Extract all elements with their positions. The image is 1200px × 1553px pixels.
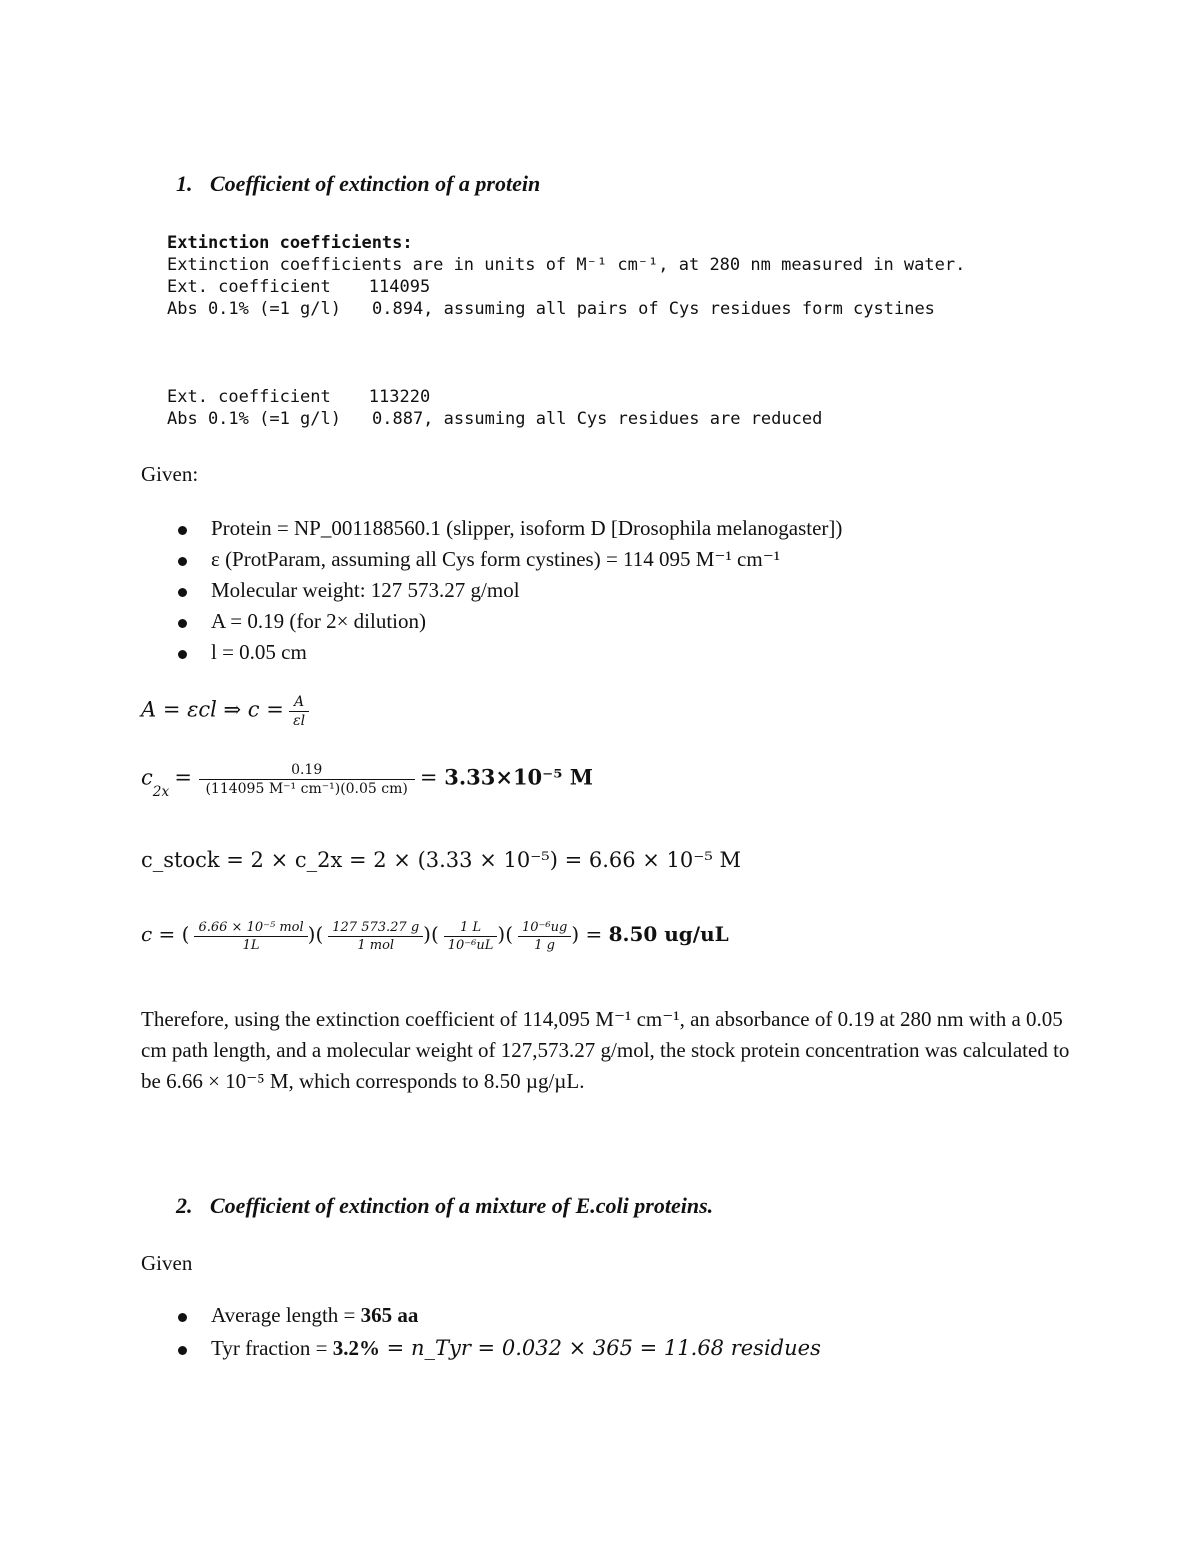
bullet-icon <box>178 1346 187 1355</box>
given2-label: Given <box>141 1251 193 1275</box>
eq2-lhs: c <box>141 765 153 790</box>
ext-coefficient-value: 114095 <box>368 277 431 297</box>
bullet-icon <box>178 588 187 597</box>
protparam-heading: Extinction coefficients: <box>167 233 413 253</box>
conclusion-paragraph: Therefore, using the extinction coefficient of 114,095 M⁻¹ cm⁻¹, an absorbance of 0.19 at 280 nm with a 0.05 cm path length, and a molecular weight of 127,573.27 g/mol, the stock protein concentration was calculated to be 6.66 × 10⁻⁵ M, which corresponds to 8.50 µg/µL. <box>141 1007 1070 1093</box>
given2-length-value: 365 aa <box>360 1303 419 1327</box>
given2-tyr-label: Tyr fraction = <box>211 1336 333 1360</box>
section1-number: 1. <box>176 171 193 196</box>
bullet-icon <box>178 1313 187 1322</box>
given-label: Given: <box>141 462 199 486</box>
given-item-absorbance: A = 0.19 (for 2× dilution) <box>211 609 427 633</box>
equation-cstock: c_stock = 2 × c_2x = 2 × (3.33 × 10⁻⁵) = 6.66 × 10⁻⁵ M <box>141 848 741 872</box>
bullet-icon <box>178 619 187 628</box>
eq4-frac4-den: 1 g <box>534 938 556 953</box>
given-item-epsilon: ε (ProtParam, assuming all Cys form cystines) = 114 095 M⁻¹ cm⁻¹ <box>211 547 781 571</box>
abs-text: 0.887, assuming all Cys residues are reduced <box>372 409 823 429</box>
protparam-units-line: Extinction coefficients are in units of M⁻¹ cm⁻¹, at 280 nm measured in water. <box>167 255 966 275</box>
ext-coefficient-row-2 <box>167 386 430 408</box>
section1-heading <box>176 171 540 197</box>
bullet-icon <box>178 526 187 535</box>
equation-c2x: $c_{2x}$ = $\frac{0.19}{\text{(114095 M⁻¹ cm⁻¹)(0.05 cm)}}$ = 3.33×10⁻⁵ M <box>141 762 594 800</box>
equation-beer-lambert <box>141 694 309 729</box>
eq4-result: 8.50 ug/uL <box>608 922 729 947</box>
ext-coefficient-value: 113220 <box>368 387 431 407</box>
section2-title: Coefficient of extinction of a mixture of E.coli proteins. <box>210 1193 714 1218</box>
section2-heading <box>176 1193 713 1219</box>
section1-title: Coefficient of extinction of a protein <box>210 171 541 196</box>
eq4-frac2-num: 127 573.27 g <box>328 920 423 937</box>
eq2-denominator: (114095 M⁻¹ cm⁻¹)(0.05 cm) <box>205 781 408 797</box>
eq4-frac2-den: 1 mol <box>357 938 395 953</box>
given2-item-tyr <box>211 1336 821 1361</box>
abs-label: Abs 0.1% (=1 g/l) <box>167 299 341 319</box>
given-item-protein: Protein = NP_001188560.1 (slipper, isoform D [Drosophila melanogaster]) <box>211 516 843 540</box>
equation-conversion: c = ( $\frac{\text{6.66 × 10⁻⁵ mol}}{1L}$ )( $\frac{127 573.27 g}{\text{1 mol}}$ )( $\frac{1 L}{\text{10⁻⁶uL}}$ )( $\frac{\text{10⁻⁶ug}}{1 g}$ ) = 8.50 ug/uL <box>141 920 729 953</box>
eq2-subscript: 2x <box>152 783 170 800</box>
abs-text: 0.894, assuming all pairs of Cys residues form cystines <box>372 299 935 319</box>
given2-length-label: Average length = <box>211 1303 361 1327</box>
eq4-frac4-num: 10⁻⁶ug <box>518 920 571 937</box>
given-item-mw: Molecular weight: 127 573.27 g/mol <box>211 578 520 602</box>
eq1-denominator: εl <box>293 713 306 729</box>
bullet-icon <box>178 650 187 659</box>
given2-tyr-value: 3.2% <box>332 1336 380 1360</box>
ext-coefficient-label: Ext. coefficient <box>167 387 331 407</box>
ext-coefficient-label: Ext. coefficient <box>167 277 331 297</box>
given-item-pathlength: l = 0.05 cm <box>211 640 307 664</box>
eq1-lhs: A = εcl ⇒ c = <box>141 697 284 722</box>
eq2-numerator: 0.19 <box>199 762 415 780</box>
ext-coefficient-row-1 <box>167 276 430 298</box>
abs-row-2 <box>167 408 822 430</box>
given2-tyr-equation: = n_Tyr = 0.032 × 365 = 11.68 residues <box>380 1336 821 1360</box>
eq4-frac3-num: 1 L <box>444 920 498 937</box>
eq4-frac3-den: 10⁻⁶uL <box>447 938 494 953</box>
eq4-frac1-den: 1L <box>242 938 260 953</box>
bullet-icon <box>178 557 187 566</box>
abs-row-1 <box>167 298 935 320</box>
eq1-numerator: A <box>289 694 309 712</box>
eq4-frac1-num: 6.66 × 10⁻⁵ mol <box>194 920 307 937</box>
given2-item-length <box>211 1303 418 1328</box>
abs-label: Abs 0.1% (=1 g/l) <box>167 409 341 429</box>
eq2-result: 3.33×10⁻⁵ M <box>444 764 594 790</box>
section2-number: 2. <box>176 1193 193 1218</box>
